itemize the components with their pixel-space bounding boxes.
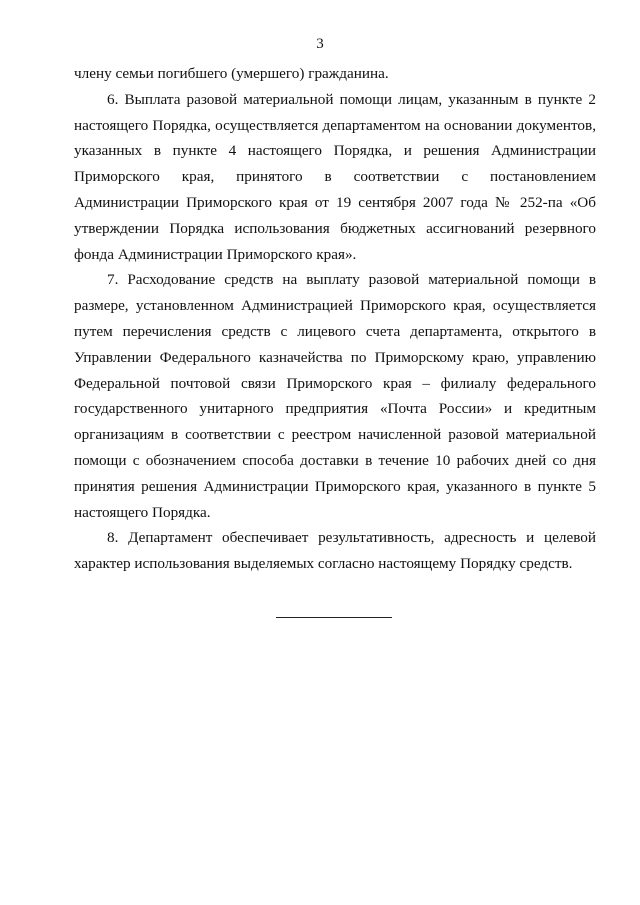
document-body	[74, 61, 596, 577]
paragraph-7: 7. Расходование средств на выплату разовой материальной помощи в размере, установленном Администрацией Приморского края, осуществляется путем перечисления средств с лицевого счета департамента, открытого в Управлении Федерального казначейства по Приморскому краю, управлению Федеральной почтовой связи Приморского края – филиалу федерального государственного унитарного предприятия «Почта России» и кредитным организациям в соответствии с реестром начисленной разовой материальной помощи с обозначением способа доставки в течение 10 рабочих дней со дня принятия решения Администрации Приморского края, указанного в пункте 5 настоящего Порядка.	[74, 271, 596, 521]
page-number: 3	[316, 36, 324, 52]
paragraph-6: 6. Выплата разовой материальной помощи лицам, указанным в пункте 2 настоящего Порядка, осуществляется департаментом на основании документов, указанных в пункте 4 настоящего Порядка, и решения Администрации Приморского края, принятого в соответствии с постановлением Администрации Приморского края от 19 сентября 2007 года № 252-па «Об утверждении Порядка использования бюджетных ассигнований резервного фонда Администрации Приморского края».	[74, 90, 596, 263]
end-divider	[276, 617, 392, 618]
continuation-line: члену семьи погибшего (умершего) гражданина.	[74, 65, 389, 82]
paragraph-8: 8. Департамент обеспечивает результативность, адресность и целевой характер использования выделяемых согласно настоящему Порядку средств.	[74, 529, 596, 573]
